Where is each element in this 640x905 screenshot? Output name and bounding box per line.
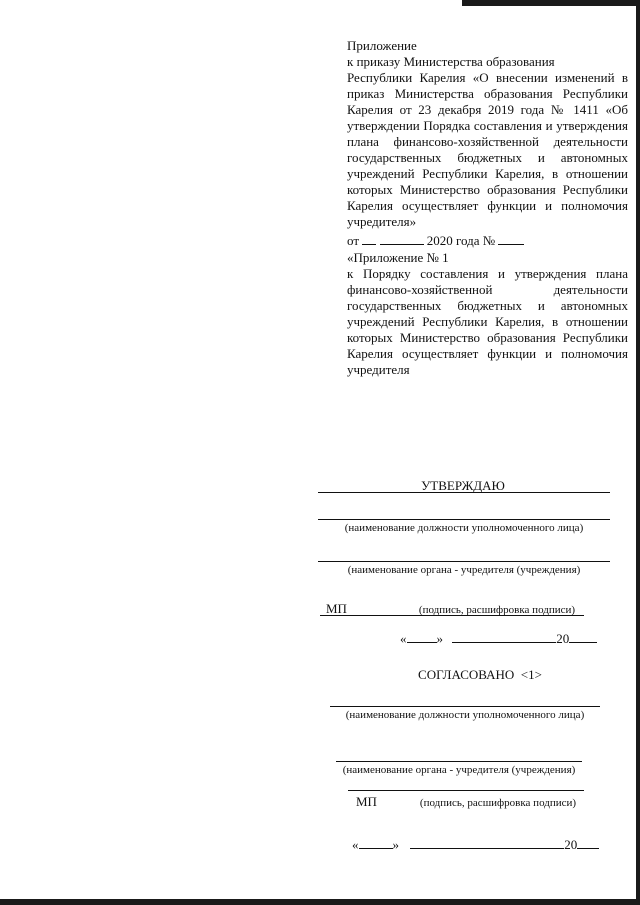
agreed-footnote: <1> [520, 667, 542, 682]
procedure-appendix-body: к Порядку составления и утверждения плана финансово-хозяйственной деятельности государственных бюджетных и автономных учреждений Республики Карелия, в отношении которых Министерство образования Республики Карелия осуществляет функции и полномочия учредителя [347, 266, 628, 377]
agreed-signature-caption: (подпись, расшифровка подписи) [419, 797, 577, 809]
appendix-header [347, 38, 628, 249]
month-blank [380, 233, 424, 245]
appendix-order-line: к приказу Министерства образования [347, 54, 555, 69]
approve-organ-rule [318, 561, 610, 562]
agreed-year-blank [577, 837, 599, 849]
agreed-year-prefix: 20 [564, 837, 578, 852]
number-sign: № [482, 233, 496, 248]
appendix-title: Приложение [347, 38, 417, 53]
agreed-date-row: « » 20 [352, 837, 599, 853]
approve-date-row: « » 20 [400, 631, 597, 647]
approve-day-blank [407, 631, 437, 643]
procedure-appendix-header [347, 250, 628, 378]
agreed-day-blank [359, 837, 393, 849]
approve-signature-caption: (подпись, расшифровка подписи) [418, 604, 576, 616]
agreed-heading: СОГЛАСОВАНО <1> [418, 667, 542, 682]
date-prefix: от [347, 233, 360, 248]
approve-heading-rule [318, 492, 610, 493]
scan-edge-right [636, 0, 640, 905]
agreed-position-rule [330, 706, 600, 707]
approve-year-prefix: 20 [556, 631, 570, 646]
scan-edge-bottom [0, 899, 640, 905]
appendix-order-body: Республики Карелия «О внесении изменений в приказ Министерства образования Республики Карелия от 23 декабря 2019 года № 1411 «Об утверждении Порядка составления и утверждения плана финансово-хозяйственной деятельности государственных бюджетных и автономных учреждений Республики Карелия, в отношении которых Министерство образования Республики Карелия осуществляет функции и полномочия учредителя» [347, 70, 628, 229]
agreed-signature-rule [348, 790, 584, 791]
scan-edge-top [462, 0, 640, 6]
approve-year-blank [569, 631, 597, 643]
agreed-organ-rule [336, 761, 582, 762]
agreed-month-blank [410, 837, 564, 849]
agreed-stamp-label: МП [356, 794, 377, 809]
procedure-appendix-title: «Приложение № 1 [347, 250, 449, 265]
approve-month-blank [452, 631, 556, 643]
approve-stamp-label: МП [326, 601, 347, 616]
agreed-position-caption: (наименование должности уполномоченного лица) [345, 709, 585, 721]
approve-organ-caption: (наименование органа - учредителя (учреждения) [347, 564, 581, 576]
number-blank [498, 233, 524, 245]
date-year: 2020 года [426, 233, 480, 248]
day-blank [362, 233, 376, 245]
appendix-date-line [347, 233, 628, 249]
approve-signature-rule [320, 615, 584, 616]
agreed-organ-caption: (наименование органа - учредителя (учреждения) [342, 764, 576, 776]
approve-position-rule [318, 519, 610, 520]
approve-position-caption: (наименование должности уполномоченного лица) [344, 522, 584, 534]
approve-heading: УТВЕРЖДАЮ [421, 478, 505, 493]
